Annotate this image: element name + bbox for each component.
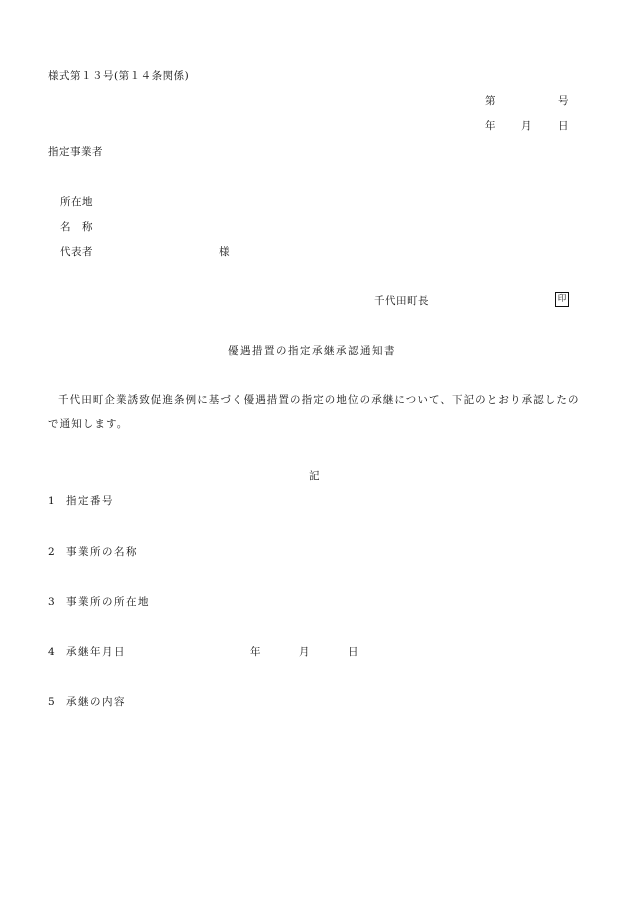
sender-title: 千代田町長 [374,295,429,307]
item-5-number: 5 [48,696,56,708]
item-1-number: 1 [48,495,56,507]
name-label: 名 称 [60,221,93,233]
item-5-label: 承継の内容 [66,696,126,708]
succession-month: 月 [299,646,310,658]
seal-mark: 印 [555,292,569,307]
ki-heading: 記 [309,470,320,482]
honorific: 様 [219,246,230,258]
representative-label: 代表者 [60,246,93,258]
item-3-label: 事業所の所在地 [66,596,150,608]
succession-year: 年 [250,646,261,658]
item-3-number: 3 [48,596,56,608]
doc-number-suffix: 号 [558,95,569,107]
date-year: 年 [485,120,496,132]
item-2-label: 事業所の名称 [66,546,138,558]
body-paragraph: 千代田町企業誘致促進条例に基づく優遇措置の指定の地位の承継について、下記のとおり承認したので通知します。 [48,394,580,430]
form-number: 様式第１３号(第１４条関係) [48,70,190,82]
date-month: 月 [521,120,532,132]
date-day: 日 [558,120,569,132]
location-label: 所在地 [60,196,93,208]
item-4-label: 承継年月日 [66,646,126,658]
item-1-label: 指定番号 [66,495,114,507]
doc-number-prefix: 第 [485,95,496,107]
item-4-number: 4 [48,646,56,658]
item-2-number: 2 [48,546,56,558]
recipient-heading: 指定事業者 [48,146,103,158]
document-title: 優遇措置の指定承継承認通知書 [228,345,396,357]
succession-day: 日 [348,646,359,658]
